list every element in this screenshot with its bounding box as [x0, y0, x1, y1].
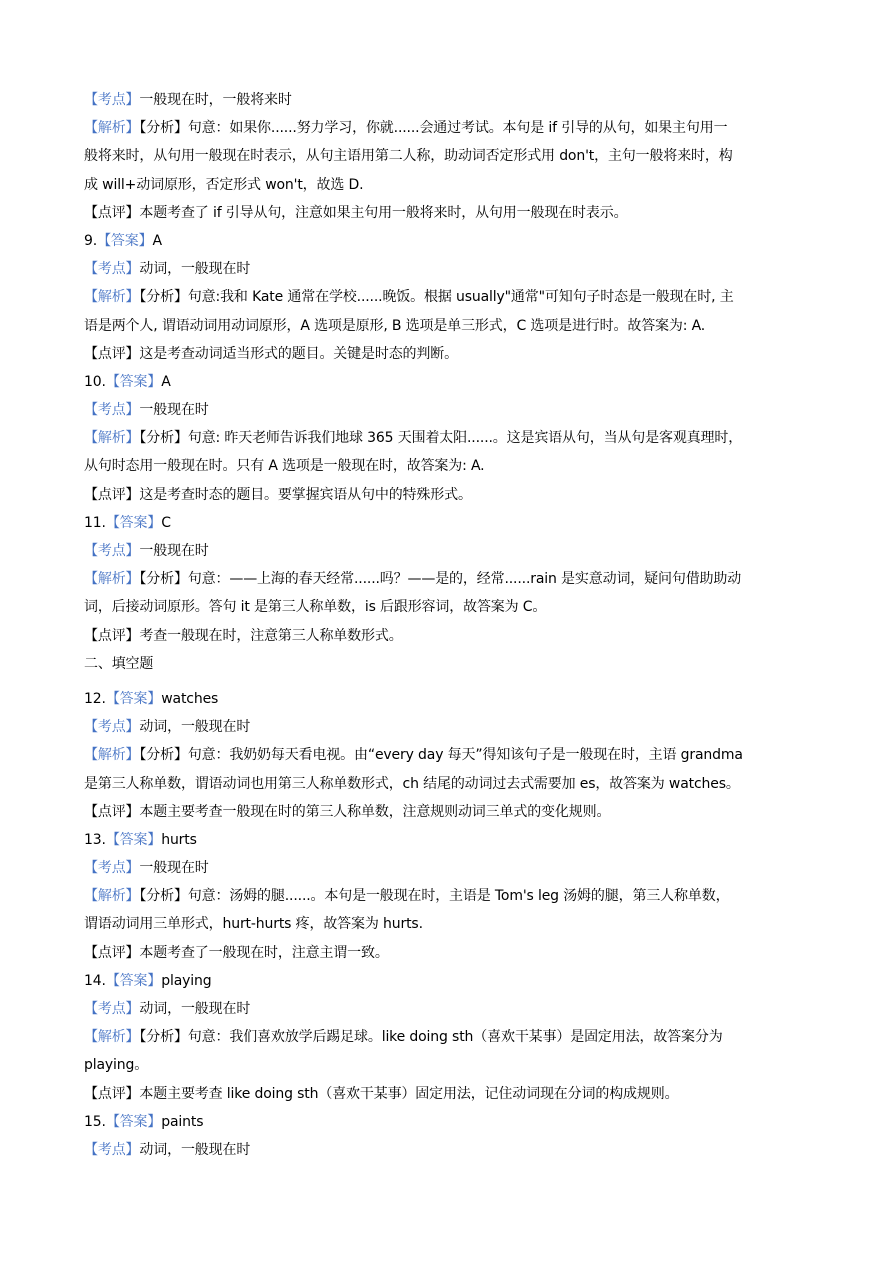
line-text: 【分析】句意：我们喜欢放学后踢足球。like doing sth（喜欢干某事）是固定用法，故答案分为	[139, 1029, 723, 1046]
line-text: 【点评】本题考查了一般现在时，注意主谓一致。	[84, 944, 389, 961]
text-line	[84, 312, 814, 340]
section-tag: 【考点】	[84, 543, 140, 559]
text-line	[84, 1023, 814, 1051]
line-text: 【分析】句意：——上海的春天经常......吗？——是的，经常......rain 是实意动词，疑问句借助助动	[139, 571, 742, 588]
line-text: 一般现在时	[139, 543, 209, 559]
text-line	[84, 622, 814, 650]
question-number: 11.	[84, 514, 106, 531]
line-text: C	[161, 514, 171, 531]
line-text: 【分析】句意：我奶奶每天看电视。由“every day 每天”得知该句子是一般现在时，主语 grandma	[139, 747, 743, 764]
question-number: 14.	[84, 972, 106, 989]
text-line	[84, 509, 814, 537]
text-line	[84, 537, 814, 565]
section-tag: 【答案】	[105, 972, 162, 989]
line-text: 一般现在时	[139, 402, 209, 419]
line-text: 【点评】本题主要考查一般现在时的第三人称单数，注意规则动词三单式的变化规则。	[84, 803, 611, 820]
text-line	[84, 798, 814, 826]
line-text: 动词，一般现在时	[139, 1001, 251, 1017]
line-text: 【点评】这是考查时态的题目。要掌握宾语从句中的特殊形式。	[84, 486, 472, 503]
question-number: 10.	[84, 373, 106, 390]
line-text: 【分析】句意：汤姆的腿......。本句是一般现在时，主语是 Tom's leg 汤姆的腿，第三人称单数，	[139, 888, 730, 905]
text-line	[84, 424, 814, 452]
section-tag: 【考点】	[84, 261, 140, 278]
text-line	[84, 1080, 814, 1108]
text-line	[84, 452, 814, 480]
section-tag: 【答案】	[105, 514, 162, 531]
section-tag: 【考点】	[84, 719, 140, 736]
text-line	[84, 854, 814, 882]
line-text: 成 will+动词原形，否定形式 won't，故选 D.	[84, 176, 364, 193]
section-tag: 【答案】	[97, 232, 153, 249]
text-line	[84, 939, 814, 967]
question-number: 9.	[84, 232, 98, 249]
text-line	[84, 283, 814, 311]
text-line	[84, 741, 814, 769]
section-tag: 【解析】	[84, 888, 140, 905]
text-line	[84, 368, 814, 396]
line-text: 【点评】考查一般现在时，注意第三人称单数形式。	[84, 627, 403, 644]
section-tag: 【答案】	[105, 1113, 162, 1130]
section-tag: 【考点】	[84, 402, 140, 419]
question-number: 13.	[84, 831, 106, 848]
text-line	[84, 199, 814, 227]
text-line	[84, 481, 814, 509]
text-line	[84, 227, 814, 255]
line-text: paints	[161, 1113, 204, 1130]
text-line	[84, 565, 814, 593]
line-text: 一般现在时	[139, 860, 209, 877]
text-line	[84, 171, 814, 199]
section-tag: 【解析】	[84, 1029, 140, 1046]
text-line	[84, 255, 814, 283]
text-line	[84, 1108, 814, 1136]
line-text: 从句时态用一般现在时。只有 A 选项是一般现在时，故答案为: A.	[84, 458, 485, 475]
text-line	[84, 685, 814, 713]
line-text: 谓语动词用三单形式，hurt-hurts 疼，故答案为 hurts.	[84, 916, 423, 933]
section-tag: 【答案】	[105, 373, 162, 390]
section-tag: 【答案】	[105, 690, 162, 707]
section-tag: 【解析】	[84, 430, 140, 447]
text-line	[84, 770, 814, 798]
line-text: 【分析】句意:我和 Kate 通常在学校......晚饭。根据 usually"通常"可知句子时态是一般现在时, 主	[139, 289, 734, 306]
text-line	[84, 142, 814, 170]
line-text: A	[152, 232, 162, 249]
line-text: 是第三人称单数，谓语动词也用第三人称单数形式，ch 结尾的动词过去式需要加 es，故答案为 watches。	[84, 775, 740, 792]
section-tag: 【考点】	[84, 92, 140, 108]
text-line	[84, 1136, 814, 1164]
question-number: 12.	[84, 690, 106, 707]
line-text: 动词，一般现在时	[139, 719, 251, 736]
question-number: 15.	[84, 1113, 106, 1130]
line-text: 【分析】句意：如果你......努力学习，你就......会通过考试。本句是 if 引导的从句，如果主句用一	[139, 120, 728, 137]
text-line	[84, 114, 814, 142]
line-text: A	[161, 373, 171, 390]
text-line	[84, 826, 814, 854]
text-line	[84, 713, 814, 741]
text-line	[84, 593, 814, 621]
section-tag: 【解析】	[84, 120, 140, 137]
line-text: playing。	[84, 1057, 149, 1074]
section-tag: 【解析】	[84, 747, 140, 764]
text-line	[84, 967, 814, 995]
text-line	[84, 882, 814, 910]
line-text: 一般现在时，一般将来时	[139, 92, 292, 108]
text-line	[84, 396, 814, 424]
text-line	[84, 1051, 814, 1079]
section-tag: 【解析】	[84, 289, 140, 306]
line-text: 般将来时，从句用一般现在时表示，从句主语用第二人称，助动词否定形式用 don't，主句一般将来时，构	[84, 148, 733, 165]
section-tag: 【考点】	[84, 1141, 140, 1158]
section-tag: 【考点】	[84, 860, 140, 877]
line-text: 动词，一般现在时	[139, 1141, 251, 1158]
section-tag: 【答案】	[105, 831, 162, 848]
line-text: 语是两个人, 谓语动词用动词原形，A 选项是原形, B 选项是单三形式，C 选项是进行时。故答案为: A.	[84, 317, 706, 334]
text-line	[84, 340, 814, 368]
text-line	[84, 995, 814, 1023]
line-text: 词，后接动词原形。答句 it 是第三人称单数，is 后跟形容词，故答案为 C。	[84, 599, 547, 616]
document-body	[84, 86, 814, 1164]
text-line	[84, 86, 814, 114]
text-line	[84, 650, 814, 678]
line-text: playing	[161, 972, 212, 989]
section-tag: 【解析】	[84, 571, 140, 588]
section-tag: 【考点】	[84, 1001, 140, 1017]
line-text: 【分析】句意: 昨天老师告诉我们地球 365 天围着太阳......。这是宾语从句，当从句是客观真理时，	[139, 430, 743, 447]
line-text: 【点评】本题考查了 if 引导从句，注意如果主句用一般将来时，从句用一般现在时表示。	[84, 204, 628, 221]
text-line	[84, 910, 814, 938]
line-text: 【点评】这是考查动词适当形式的题目。关键是时态的判断。	[84, 345, 458, 362]
line-text: hurts	[161, 831, 197, 848]
line-text: 二、填空题	[84, 655, 154, 672]
line-text: watches	[161, 690, 219, 707]
line-text: 【点评】本题主要考查 like doing sth（喜欢干某事）固定用法，记住动词现在分词的构成规则。	[84, 1085, 679, 1102]
line-text: 动词，一般现在时	[139, 261, 251, 278]
